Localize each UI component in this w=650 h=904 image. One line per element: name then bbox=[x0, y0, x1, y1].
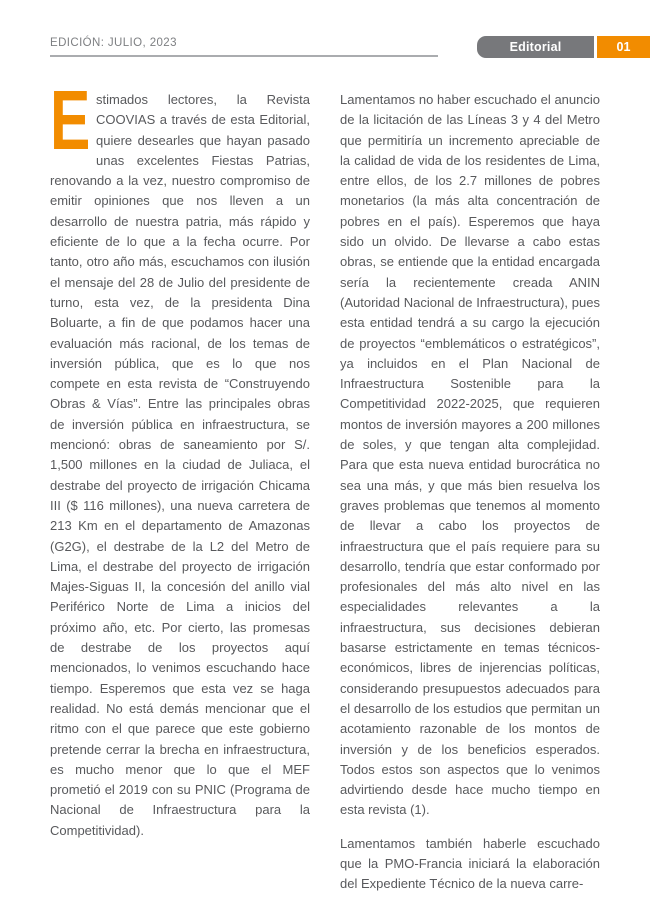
edition-label: EDICIÓN: JULIO, 2023 bbox=[50, 37, 177, 49]
section-badge: Editorial bbox=[477, 36, 594, 58]
paragraph: Lamentamos también haberle escuchado que la PMO-Francia iniciará la elaboración del Expediente Técnico de la nueva carre- bbox=[340, 835, 600, 892]
page-number-badge: 01 bbox=[597, 36, 650, 58]
paragraph-text: stimados lectores, la Revista COOVIAS a través de esta Editorial, quiere desearles que hayan pasado unas excelentes Fiestas Patrias, renovando a la vez, nuestro compromiso de emitir opiniones que nos lleven a un desarrollo de nuestra patria, más rápido y eficiente de lo que a la fecha ocurre. Por tanto, otro año más, escuchamos con ilusión el mensaje del 28 de Julio del presidente de turno, esta vez, de la presidenta Dina Boluarte, a fin de que podamos hacer una evaluación más racional, de los temas de inversión pública, que es lo que nos compete en esta revista de “Construyendo Obras & Vías”. Entre las principales obras de inversión pública en infraestructura, se mencionó: obras de saneamiento por S/. 1,500 millones en la ciudad de Juliaca, el destrabe del proyecto de irrigación Chicama III ($ 116 millones), una nueva carretera de 213 Km en el departamento de Amazonas (G2G), el destrabe de la L2 del Metro de Lima, el destrabe del proyecto de irrigación Majes-Siguas II, la concesión del anillo vial Periférico Norte de Lima a inicios del próximo año, etc. Por cierto, las promesas de destrabe de los proyectos aquí mencionados, lo venimos escuchando hace tiempo. Esperemos que esta vez se haga realidad. No está demás mencionar que el ritmo con el que parece que este gobierno pretende cerrar la brecha en infraestructura, es mucho menor que lo que el MEF prometió el 2019 con su PNIC (Programa de Nacional de Infraestructura para la Competitividad). bbox=[50, 92, 310, 838]
header-divider bbox=[50, 55, 438, 57]
article-body bbox=[50, 73, 600, 904]
right-column bbox=[340, 90, 600, 904]
drop-cap: E bbox=[50, 73, 91, 167]
left-column bbox=[50, 73, 310, 904]
paragraph bbox=[50, 73, 310, 841]
paragraph: Lamentamos no haber escuchado el anuncio de la licitación de las Líneas 3 y 4 del Metro que permitiría un incremento apreciable de la calidad de vida de los residentes de Lima, entre ellos, de los 2.7 millones de pobres monetarios (la más alta concentración de pobres en el país). Esperemos que haya sido un olvido. De llevarse a cabo estas obras, se entiende que la entidad encargada sería la recientemente creada ANIN (Autoridad Nacional de Infraestructura), pues esta entidad tendrá a su cargo la ejecución de proyectos “emblemáticos o estratégicos”, ya incluidos en el Plan Nacional de Infraestructura Sostenible para la Competitividad 2022-2025, que requieren montos de inversión mayores a 200 millones de soles, y que tengan alta complejidad. Para que esta nueva entidad burocrática no sea una más, y que más bien resuelva los graves problemas que tenemos al momento de llevar a cabo los proyectos de infraestructura que el país requiere para su desarrollo, tendría que estar conformado por profesionales del más alto nivel en las especialidades relevantes a la infraestructura, sus decisiones debieran basarse estrictamente en temas técnicos-económicos, libres de injerencias políticas, considerando presupuestos adecuados para el desarrollo de los estudios que permitan un acotamiento razonable de los montos de inversión y de los beneficios esperados. Todos estos son aspectos que lo venimos advirtiendo desde hace mucho tiempo en esta revista (1). bbox=[340, 92, 600, 818]
